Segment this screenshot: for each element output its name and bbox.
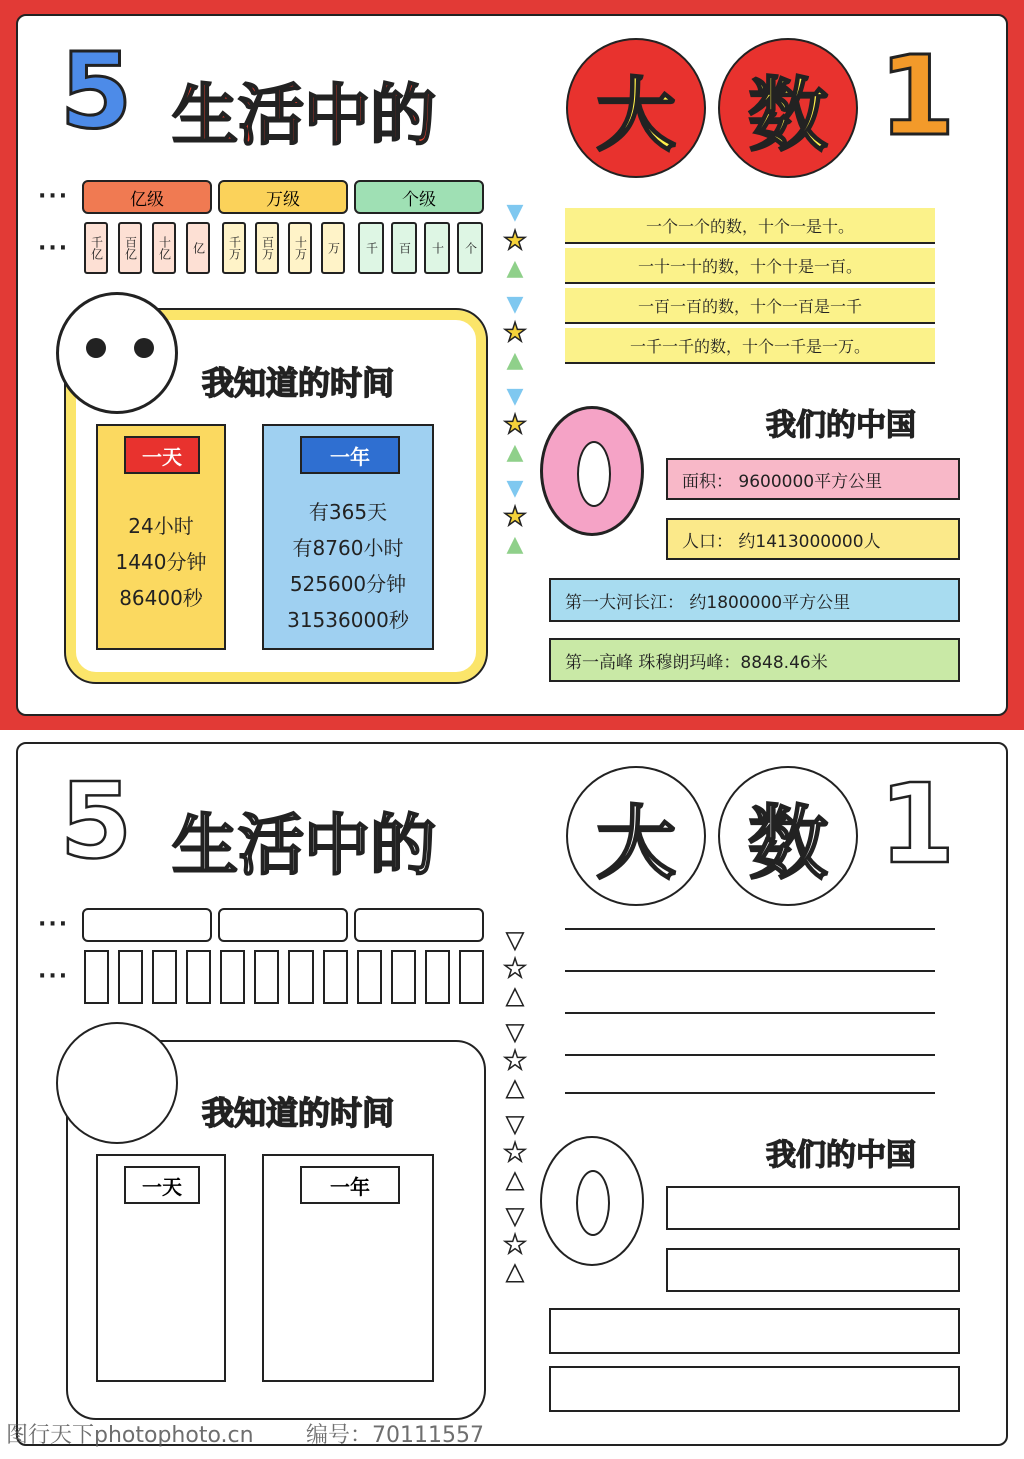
col-baiwan: 百万 xyxy=(255,222,279,274)
year-line-4: 31536000秒 xyxy=(287,608,409,632)
col-bai: 百 xyxy=(391,222,417,274)
star-icon: ★ xyxy=(503,954,527,984)
outline-fact-4 xyxy=(549,1366,960,1412)
fact-population: 人口： 约1413000000人 xyxy=(666,518,960,560)
triangle-up-icon: ▲ xyxy=(506,440,524,465)
outline-columns xyxy=(84,950,484,1004)
china-heading: 我们的中国 xyxy=(766,408,916,443)
outline-time-heading: 我知道的时间 xyxy=(202,1094,395,1132)
counting-line-4: 一千一千的数，十个一千是一万。 xyxy=(565,328,935,364)
triangle-up-icon: ▲ xyxy=(506,984,524,1009)
triangle-up-icon: ▲ xyxy=(506,1260,524,1285)
triangle-down-icon: ▼ xyxy=(506,476,524,501)
group-ge: 个级 xyxy=(354,180,484,214)
col-ge: 个 xyxy=(457,222,483,274)
col-baiyi: 百亿 xyxy=(118,222,142,274)
day-label: 一天 xyxy=(124,436,200,474)
time-heading: 我知道的时间 xyxy=(202,364,395,402)
outline-clock xyxy=(56,1022,178,1144)
outline-line-2 xyxy=(565,936,935,972)
outline-circle-1 xyxy=(566,766,706,906)
outline-shape-divider xyxy=(500,928,530,1418)
outline-line-5 xyxy=(565,1058,935,1094)
col-qianyi: 千亿 xyxy=(84,222,108,274)
outline-fact-2 xyxy=(666,1248,960,1292)
triangle-down-icon: ▼ xyxy=(506,200,524,225)
col-qian: 千 xyxy=(358,222,384,274)
year-line-1: 有365天 xyxy=(308,500,388,524)
group-wan: 万级 xyxy=(218,180,348,214)
outline-line-4 xyxy=(565,1020,935,1056)
day-line-3: 86400秒 xyxy=(119,586,203,610)
shape-divider xyxy=(500,200,530,690)
outline-group-3 xyxy=(354,908,484,942)
col-shiyi: 十亿 xyxy=(152,222,176,274)
outline-number-1: 1 xyxy=(878,760,956,888)
year-line-3: 525600分钟 xyxy=(289,572,407,596)
col-yi: 亿 xyxy=(186,222,210,274)
outline-line-1 xyxy=(565,894,935,930)
star-icon: ★ xyxy=(503,1046,527,1076)
day-line-1: 24小时 xyxy=(128,514,194,538)
star-icon: ★ xyxy=(503,318,527,348)
outline-line-3 xyxy=(565,978,935,1014)
title-circle-2 xyxy=(718,38,858,178)
outline-fact-3 xyxy=(549,1308,960,1354)
outline-group-1 xyxy=(82,908,212,942)
triangle-down-icon: ▼ xyxy=(506,1112,524,1137)
star-icon: ★ xyxy=(503,1230,527,1260)
outline-zero-mascot xyxy=(540,1136,644,1266)
outline-number-5: 5 xyxy=(59,760,133,882)
col-qianwan: 千万 xyxy=(222,222,246,274)
triangle-up-icon: ▲ xyxy=(506,348,524,373)
watermark-right: 编号：70111557 xyxy=(306,1423,484,1448)
counting-line-2: 一十一十的数，十个十是一百。 xyxy=(565,248,935,284)
outline-dots-1: ··· xyxy=(38,912,70,937)
title-prefix: 生活中的 xyxy=(172,77,436,154)
dots-row-2: ··· xyxy=(38,236,70,261)
title-circle-1 xyxy=(566,38,706,178)
outline-china-heading: 我们的中国 xyxy=(766,1138,916,1173)
triangle-down-icon: ▼ xyxy=(506,292,524,317)
number-1-mascot: 1 xyxy=(878,32,956,160)
fact-peak: 第一高峰 珠穆朗玛峰：8848.46米 xyxy=(549,638,960,682)
dots-row-1: ··· xyxy=(38,184,70,209)
star-icon: ★ xyxy=(503,226,527,256)
outline-group-2 xyxy=(218,908,348,942)
outline-dots-2: ··· xyxy=(38,964,70,989)
star-icon: ★ xyxy=(503,502,527,532)
star-icon: ★ xyxy=(503,1138,527,1168)
zero-mascot xyxy=(540,406,644,536)
triangle-down-icon: ▼ xyxy=(506,1020,524,1045)
counting-line-3: 一百一百的数，十个一百是一千 xyxy=(565,288,935,324)
outline-fact-1 xyxy=(666,1186,960,1230)
outline-day-label: 一天 xyxy=(124,1166,200,1204)
triangle-down-icon: ▼ xyxy=(506,1204,524,1229)
outline-title-prefix: 生活中的 xyxy=(172,807,436,884)
col-shiwan: 十万 xyxy=(288,222,312,274)
clock-mascot xyxy=(56,292,178,414)
col-shi: 十 xyxy=(424,222,450,274)
star-icon: ★ xyxy=(503,410,527,440)
title-char-2: 数 xyxy=(748,68,828,162)
triangle-up-icon: ▲ xyxy=(506,1168,524,1193)
triangle-up-icon: ▲ xyxy=(506,532,524,557)
clock-eye-right xyxy=(134,338,154,358)
clock-eye-left xyxy=(86,338,106,358)
outline-circle-2 xyxy=(718,766,858,906)
number-5-mascot: 5 xyxy=(59,30,133,152)
outline-char-1: 大 xyxy=(596,796,676,890)
day-line-2: 1440分钟 xyxy=(115,550,207,574)
triangle-up-icon: ▲ xyxy=(506,256,524,281)
counting-line-1: 一个一个的数，十个一是十。 xyxy=(565,208,935,244)
group-yi: 亿级 xyxy=(82,180,212,214)
fact-river: 第一大河长江： 约1800000平方公里 xyxy=(549,578,960,622)
triangle-up-icon: ▲ xyxy=(506,1076,524,1101)
year-label: 一年 xyxy=(300,436,400,474)
watermark-left: 图行天下photophoto.cn xyxy=(6,1423,254,1448)
year-line-2: 有8760小时 xyxy=(292,536,404,560)
triangle-down-icon: ▼ xyxy=(506,384,524,409)
col-wan: 万 xyxy=(321,222,345,274)
outline-char-2: 数 xyxy=(748,796,828,890)
fact-area: 面积： 9600000平方公里 xyxy=(666,458,960,500)
outline-year-label: 一年 xyxy=(300,1166,400,1204)
triangle-down-icon: ▼ xyxy=(506,928,524,953)
title-char-1: 大 xyxy=(596,68,676,162)
